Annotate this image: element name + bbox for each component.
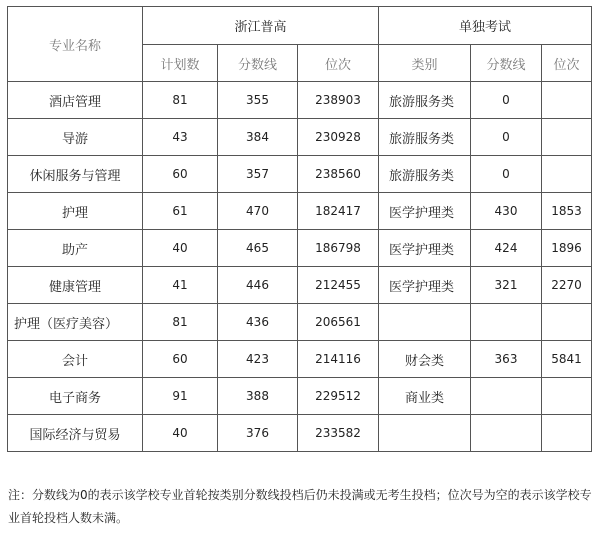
major-cell: 助产 [8,230,143,267]
table-row [8,304,592,341]
separate-score-cell: 430 [471,193,542,230]
separate-rank-cell: 1896 [542,230,592,267]
major-cell: 护理（医疗美容） [8,304,143,341]
separate-rank-header: 位次 [542,45,592,82]
category-cell: 财会类 [379,341,471,378]
separate-rank-cell [542,82,592,119]
table-row [8,378,592,415]
rank-cell: 212455 [298,267,379,304]
plan-cell: 40 [143,415,218,452]
table-row [8,267,592,304]
plan-cell: 60 [143,341,218,378]
separate-score-cell: 0 [471,119,542,156]
category-cell: 医学护理类 [379,193,471,230]
plan-cell: 43 [143,119,218,156]
rank-cell: 214116 [298,341,379,378]
category-cell: 旅游服务类 [379,156,471,193]
plan-cell: 60 [143,156,218,193]
separate-score-cell: 363 [471,341,542,378]
separate-rank-cell: 1853 [542,193,592,230]
score-cell: 446 [218,267,298,304]
rank-cell: 229512 [298,378,379,415]
separate-score-cell: 321 [471,267,542,304]
table-row [8,82,592,119]
category-cell: 旅游服务类 [379,119,471,156]
rank-cell: 238903 [298,82,379,119]
plan-cell: 91 [143,378,218,415]
separate-rank-cell [542,304,592,341]
major-cell: 会计 [8,341,143,378]
separate-score-line-header: 分数线 [471,45,542,82]
category-cell: 医学护理类 [379,230,471,267]
separate-score-cell [471,378,542,415]
separate-exam-header: 单独考试 [379,7,592,45]
category-cell [379,415,471,452]
category-header: 类别 [379,45,471,82]
separate-score-cell [471,304,542,341]
zhejiang-general-header: 浙江普高 [143,7,379,45]
score-cell: 388 [218,378,298,415]
major-cell: 酒店管理 [8,82,143,119]
table-row [8,156,592,193]
plan-cell: 40 [143,230,218,267]
rank-cell: 206561 [298,304,379,341]
table-row [8,415,592,452]
major-cell: 导游 [8,119,143,156]
score-cell: 357 [218,156,298,193]
score-cell: 355 [218,82,298,119]
category-cell: 商业类 [379,378,471,415]
separate-rank-cell [542,415,592,452]
rank-cell: 182417 [298,193,379,230]
separate-rank-cell [542,119,592,156]
separate-rank-cell: 5841 [542,341,592,378]
separate-rank-cell [542,378,592,415]
group-header-row [8,7,592,45]
footnote: 注：分数线为0的表示该学校专业首轮按类别分数线投档后仍未投满或无考生投档；位次号为空的表示该学校专业首轮投档人数未满。 [8,488,592,525]
table-row [8,193,592,230]
plan-cell: 81 [143,304,218,341]
table-row [8,341,592,378]
separate-score-cell [471,415,542,452]
rank-cell: 230928 [298,119,379,156]
major-cell: 健康管理 [8,267,143,304]
plan-cell: 61 [143,193,218,230]
separate-rank-cell [542,156,592,193]
rank-header: 位次 [298,45,379,82]
table-row [8,119,592,156]
rank-cell: 233582 [298,415,379,452]
plan-cell: 41 [143,267,218,304]
separate-rank-cell: 2270 [542,267,592,304]
major-cell: 护理 [8,193,143,230]
category-cell: 医学护理类 [379,267,471,304]
score-cell: 384 [218,119,298,156]
rank-cell: 238560 [298,156,379,193]
plan-count-header: 计划数 [143,45,218,82]
table-row [8,230,592,267]
major-cell: 国际经济与贸易 [8,415,143,452]
major-name-header: 专业名称 [8,7,143,82]
score-line-header: 分数线 [218,45,298,82]
score-cell: 470 [218,193,298,230]
score-cell: 436 [218,304,298,341]
score-cell: 423 [218,341,298,378]
rank-cell: 186798 [298,230,379,267]
category-cell [379,304,471,341]
plan-cell: 81 [143,82,218,119]
major-cell: 休闲服务与管理 [8,156,143,193]
category-cell: 旅游服务类 [379,82,471,119]
score-cell: 465 [218,230,298,267]
admission-score-table [7,6,592,452]
separate-score-cell: 0 [471,82,542,119]
separate-score-cell: 0 [471,156,542,193]
score-cell: 376 [218,415,298,452]
major-cell: 电子商务 [8,378,143,415]
separate-score-cell: 424 [471,230,542,267]
